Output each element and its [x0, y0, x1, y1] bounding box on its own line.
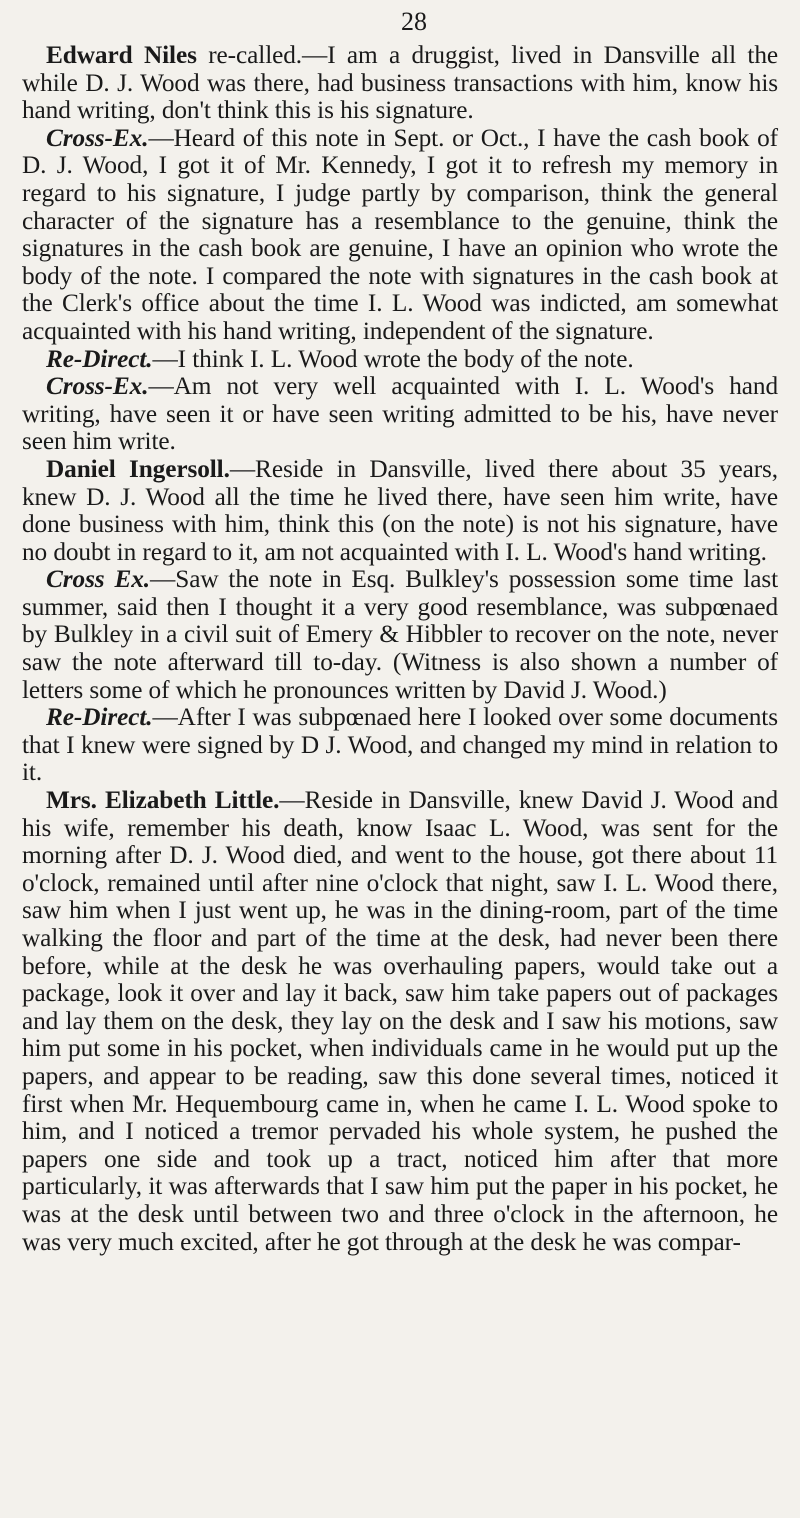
paragraph-body: —After I was subpœnaed here I looked over some documents that I knew were signed by D J. Wood, and changed my mind in relation to it. — [22, 703, 778, 787]
paragraph-cross-ex-3 — [22, 566, 778, 704]
paragraph-body: —Am not very well acquainted with I. L. Wood's hand writing, have seen it or have seen writing admitted to be his, have never seen him write. — [22, 372, 778, 456]
paragraph-cross-ex-1 — [22, 125, 778, 346]
section-label: Re-Direct. — [46, 703, 153, 732]
section-label: Cross-Ex. — [46, 372, 149, 401]
speaker-name: Mrs. Elizabeth Little. — [46, 786, 280, 815]
section-label: Cross Ex. — [46, 565, 151, 594]
paragraph-body: —Reside in Dansville, knew David J. Wood and his wife, remember his death, know Isaac L. Wood, was sent for the morning after D. J. Wood died, and went to the house, got there about 11 o'clock, remained until after nine o'clock that night, saw I. L. Wood there, saw him when I just went up, he was in the dining-room, part of the time walking the floor and part of the time at the desk, had never been there before, while at the desk he was overhauling papers, would take out a package, look it over and lay it back, saw him take papers out of packages and lay them on the desk, they lay on the desk and I saw his motions, saw him put some in his pocket, when individuals came in he would put up the papers, and appear to be reading, saw this done several times, noticed it first when Mr. Hequembourg came in, when he came I. L. Wood spoke to him, and I noticed a tremor pervaded his whole system, he pushed the papers one side and took up a tract, noticed him after that more particularly, it was afterwards that I saw him put the paper in his pocket, he was at the desk until between two and three o'clock in the afternoon, he was very much excited, after he got through at the desk he was compar- — [22, 786, 778, 1256]
paragraph-body: re-called.—I am a druggist, lived in Dansville all the while D. J. Wood was there, had business transactions with him, know his hand writing, don't think this is his signature. — [22, 41, 778, 125]
section-label: Cross-Ex. — [46, 123, 149, 152]
speaker-name: Edward Niles — [46, 41, 197, 69]
paragraph-niles-recalled — [22, 42, 778, 125]
paragraph-little — [22, 787, 778, 1256]
paragraph-re-direct-1 — [22, 346, 778, 374]
paragraph-body: —I think I. L. Wood wrote the body of the note. — [152, 344, 634, 373]
paragraph-body: —Reside in Dansville, lived there about 35 years, knew D. J. Wood all the time he lived there, have seen him write, have done business with him, think this (on the note) is not his signature, have no doubt in regard to it, am not acquainted with I. L. Wood's hand writing. — [22, 454, 778, 566]
speaker-name: Daniel Ingersoll. — [46, 454, 230, 483]
section-label: Re-Direct. — [46, 344, 153, 373]
paragraph-re-direct-2 — [22, 704, 778, 787]
paragraph-cross-ex-2 — [22, 373, 778, 456]
testimony-text — [22, 42, 778, 1256]
paragraph-body: —Heard of this note in Sept. or Oct., I have the cash book of D. J. Wood, I got it of Mr. Kennedy, I got it to refresh my memory in regard to his signature, I judge partly by comparison, think the general character of the signature has a resemblance to the genuine, think the signatures in the cash book are genuine, I have an opinion who wrote the body of the note. I compared the note with signatures in the cash book at the Clerk's office about the time I. L. Wood was indicted, am somewhat acquainted with his hand writing, independent of the signature. — [22, 123, 778, 345]
page-number: 28 — [401, 7, 427, 36]
paragraph-ingersoll — [22, 456, 778, 566]
paragraph-body: —Saw the note in Esq. Bulkley's possession some time last summer, said then I thought it a very good resemblance, was subpœnaed by Bulkley in a civil suit of Emery & Hibbler to recover on the note, never saw the note afterward till to-day. (Witness is also shown a number of letters some of which he pronounces written by David J. Wood.) — [22, 565, 778, 704]
